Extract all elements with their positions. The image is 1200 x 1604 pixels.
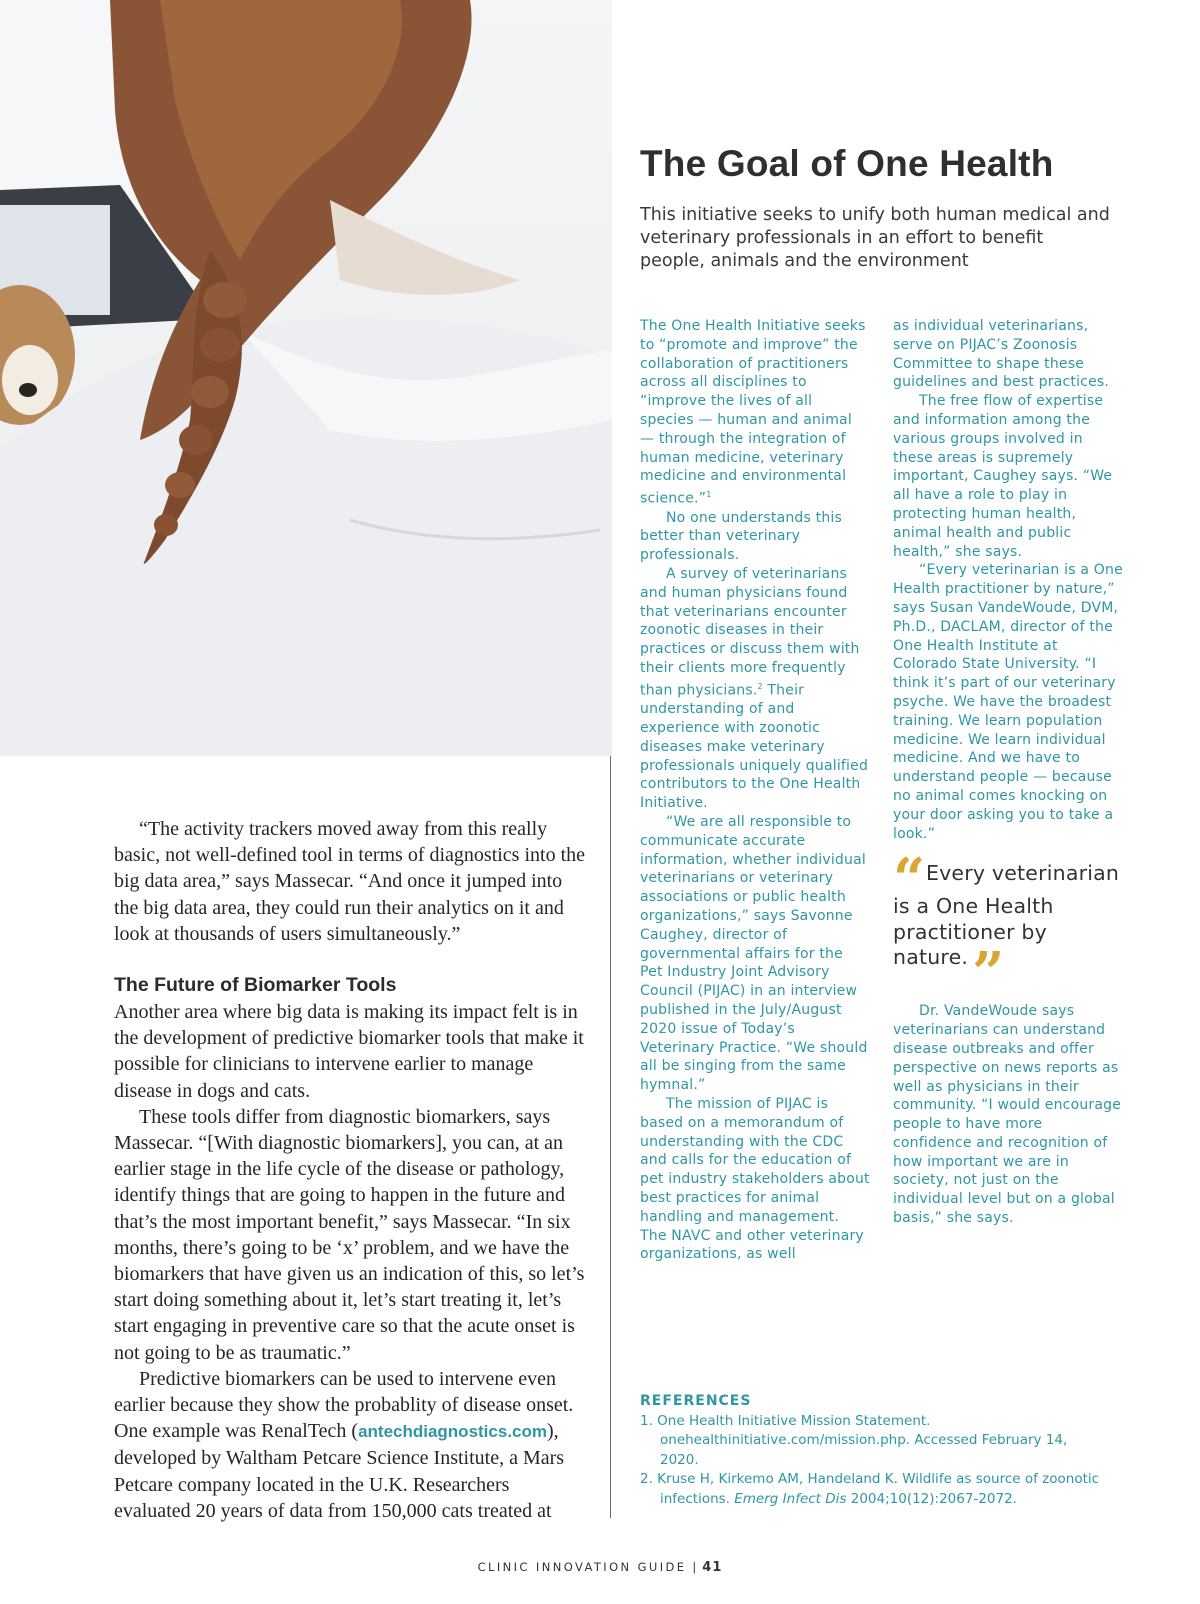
paragraph: Dr. VandeWoude says veterinarians can understand disease outbreaks and offer perspective on news reports as well as physicians in their community. “I would encourage people to have more confidence and recognition of how important we are in society, not just on the individual level but on a global basis,” she says. [893,1003,1122,1227]
footer-separator: | [692,1560,697,1574]
page-number: 41 [702,1560,723,1575]
paragraph: The free flow of expertise and information among the various groups involved in these areas is supremely important, Caughey says. “We all have a role to play in protecting human health, animal health and public health,” she says. [893,393,1113,560]
reference-item: 2. Kruse H, Kirkemo AM, Handeland K. Wildlife as source of zoonotic infections. Emerg Infect Dis 2004;10(12):2067-2072. [640,1471,1100,1507]
website-link[interactable]: antechdiagnostics.com [358,1422,547,1442]
paragraph: as individual veterinarians, serve on PIJAC’s Zoonosis Committee to shape these guidelines and best practices. [893,318,1110,391]
paragraph: The mission of PIJAC is based on a memorandum of understanding with the CDC and calls for the education of pet industry stakeholders about best practices for animal handling and management. The NAVC and other veterinary organizations, as well [640,1095,870,1263]
page-footer [0,1560,1200,1575]
references-heading: REFERENCES [640,1393,752,1409]
paragraph: Another area where big data is making its impact felt is in the development of predictive biomarker tools that make it possible for clinicians to intervene earlier to manage disease in dogs and cats. [114,1001,584,1102]
close-quote-icon: ” [972,940,999,1007]
publication-name: CLINIC INNOVATION GUIDE [477,1560,687,1574]
paragraph: “We are all responsible to communicate accurate information, whether individual veterinarians or veterinary associations or public health organizations,” says Savonne Caughey, director of governmental affairs for the Pet Industry Joint Advisory Council (PIJAC) in an interview published in the July/August 2020 issue of Today’s Veterinary Practice. “We should all be singing from the same hymnal.” [640,814,868,1094]
paragraph: “The activity trackers moved away from this really basic, not well-defined tool in terms of diagnostics into the big data area,” says Massecar. “And once it jumped into the big data area, they could run their analytics on it and look at thousands of users simultaneously.” [114,818,586,945]
paragraph: The One Health Initiative seeks to “promote and improve” the collaboration of practitioners across all disciplines to “improve the lives of all species — human and animal — through the integration of human medicine, veterinary medicine and environmental science.”$^1$ [640,318,866,507]
paragraph: “Every veterinarian is a One Health practitioner by nature,” says Susan VandeWoude, DVM, Ph.D., DACLAM, director of the One Health Institute at Colorado State University. “I think it’s part of our veterinary psyche. We have the broadest training. We learn population medicine. We learn individual medicine. And we have to understand people — because no animal comes knocking on your door asking you to take a look.” [893,562,1123,842]
section-heading: The Future of Biomarker Tools [114,974,397,997]
pull-quote [893,846,1123,1007]
references [640,1392,1100,1509]
sidebar-column-b [893,317,1123,1228]
photo-illustration [0,0,612,756]
open-quote-icon: “ [893,846,920,913]
pull-quote-text: Every veterinarian is a One Health practitioner by nature. [893,861,1120,970]
paragraph: No one understands this better than veterinary professionals. [640,509,843,564]
sidebar-column-a [640,317,870,1264]
article-subtitle: This initiative seeks to unify both human medical and veterinary professionals in an effort to benefit people, animals and the environment [640,205,1110,271]
paragraph: Predictive biomarkers can be used to intervene even earlier because they show the probablity of disease onset. One example was RenalTech (antechdiagnostics.com), developed by Waltham Petcare Science Institute, a Mars Petcare company located in the U.K. Researchers evaluated 20 years of data from 150,000 cats treated at [114,1367,574,1522]
paragraph: A survey of veterinarians and human physicians found that veterinarians encounter zoonotic diseases in their practices or discuss them with their clients more frequently than physicians.$^2$ Their understanding of and experience with zoonotic diseases make veterinary professionals uniquely qualified contributors to the One Health Initiative. [640,566,869,812]
reference-item: 1. One Health Initiative Mission Statement. onehealthinitiative.com/mission.php. Accessed February 14, 2020. [640,1412,1068,1468]
main-column [114,816,586,1524]
column-divider [610,756,611,1518]
article-title: The Goal of One Health [640,143,1054,184]
header-photo [0,0,612,756]
paragraph: These tools differ from diagnostic biomarkers, says Massecar. “[With diagnostic biomarkers], you can, at an earlier stage in the life cycle of the disease or pathology, identify things that are going to happen in the future and that’s the most important benefit,” says Massecar. “In six months, there’s going to be ‘x’ problem, and we have the biomarkers that have given us an indication of this, so let’s start doing something about it, let’s start treating it, let’s start engaging in preventive care so that the acute onset is not going to be as traumatic.” [114,1105,585,1364]
